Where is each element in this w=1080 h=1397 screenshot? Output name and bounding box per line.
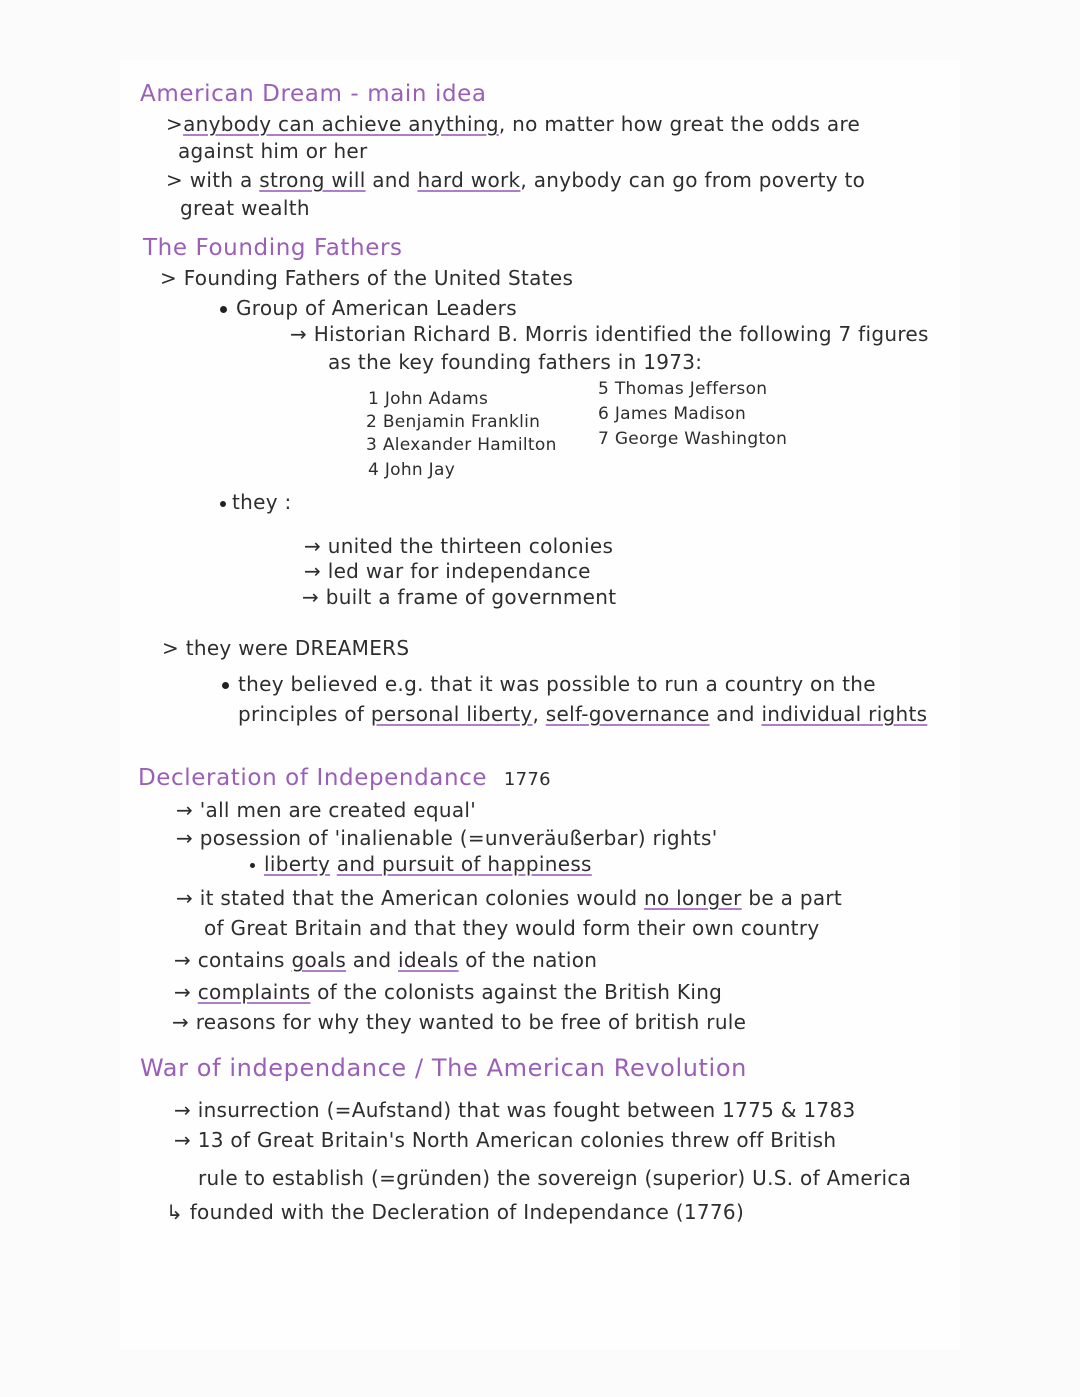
underlined-text: strong will	[259, 168, 366, 192]
underlined-text: self-governance	[545, 702, 710, 726]
heading-founding-fathers: The Founding Fathers	[143, 235, 403, 261]
underlined-text: complaints	[197, 980, 311, 1004]
war-line: → 13 of Great Britain's North American colonies threw off British	[174, 1128, 837, 1152]
text: → it stated that the American colonies would	[176, 886, 638, 910]
heading-war: War of independance / The American Revolution	[140, 1054, 747, 1082]
text: , no matter how great the odds are	[498, 112, 861, 136]
declaration-line: → posession of 'inalienable (=unveräußerbar) rights'	[176, 826, 718, 850]
text: and	[372, 168, 411, 192]
heading-year: 1776	[503, 769, 551, 790]
text: Group of American Leaders	[236, 296, 517, 320]
text: principles of	[238, 702, 365, 726]
text: be a part	[748, 886, 843, 910]
dream-point-1-cont: against him or her	[178, 139, 368, 163]
heading-declaration	[138, 766, 551, 792]
declaration-sub-bullet	[250, 852, 592, 876]
marker: >	[166, 112, 184, 136]
text: and	[352, 948, 392, 972]
founder-list-item: 7 George Washington	[598, 429, 788, 449]
bullet-icon	[250, 863, 255, 868]
declaration-contains	[174, 948, 597, 972]
declaration-reasons: → reasons for why they wanted to be free of british rule	[172, 1010, 747, 1034]
war-line: → insurrection (=Aufstand) that was fought between 1775 & 1783	[174, 1098, 856, 1122]
historian-line-2: as the key founding fathers in 1973:	[328, 350, 703, 374]
dreamers-line: > they were DREAMERS	[162, 636, 410, 660]
underlined-text: no longer	[644, 886, 742, 910]
dream-point-2-cont: great wealth	[180, 196, 310, 220]
war-line: rule to establish (=gründen) the sovereign (superior) U.S. of America	[198, 1166, 912, 1190]
believed-line-1	[222, 672, 876, 696]
historian-line-1: → Historian Richard B. Morris identified the following 7 figures	[290, 322, 929, 346]
underlined-text: hard work	[417, 168, 521, 192]
underlined-text: individual rights	[761, 702, 928, 726]
underlined-text: anybody can achieve anything	[183, 112, 499, 136]
text: → contains	[174, 948, 285, 972]
underlined-text: ideals	[398, 948, 459, 972]
they-did-item: → led war for independance	[304, 559, 591, 583]
text: , anybody can go from poverty to	[520, 168, 866, 192]
declaration-complaints	[174, 980, 722, 1004]
believed-line-2	[238, 702, 927, 726]
founders-line: > Founding Fathers of the United States	[160, 266, 574, 290]
founder-list-item: 5 Thomas Jefferson	[598, 379, 768, 399]
founder-list-item: 6 James Madison	[598, 404, 747, 424]
underlined-text: personal liberty	[370, 702, 533, 726]
text: they believed e.g. that it was possible to run a country on the	[238, 672, 876, 696]
underlined-text: goals	[291, 948, 347, 972]
arrow: →	[174, 980, 192, 1004]
heading-text: Decleration of Independance	[138, 765, 488, 791]
founder-list-item: 4 John Jay	[368, 460, 456, 480]
they-did-item: → united the thirteen colonies	[304, 534, 614, 558]
text: they :	[232, 490, 292, 514]
heading-american-dream: American Dream - main idea	[140, 81, 487, 107]
declaration-stated-cont: of Great Britain and that they would form their own country	[204, 916, 820, 940]
text: > with a	[166, 168, 253, 192]
founder-list-item: 3 Alexander Hamilton	[366, 435, 557, 455]
text: of the colonists against the British King	[317, 980, 723, 1004]
bullet-icon	[220, 306, 227, 313]
text: and	[716, 702, 755, 726]
they-did-item: → built a frame of government	[302, 585, 617, 609]
text: ,	[532, 702, 540, 726]
they-label	[220, 490, 292, 514]
text: of the nation	[465, 948, 598, 972]
dream-point-2	[166, 168, 865, 192]
war-line: ↳ founded with the Decleration of Independance (1776)	[166, 1200, 745, 1224]
founders-group	[220, 296, 517, 320]
bullet-icon	[220, 501, 226, 507]
declaration-stated	[176, 886, 842, 910]
underlined-text: liberty	[264, 852, 331, 876]
founder-list-item: 1 John Adams	[368, 389, 489, 409]
declaration-line: → 'all men are created equal'	[176, 798, 477, 822]
underlined-text: and pursuit of happiness	[336, 852, 592, 876]
bullet-icon	[222, 682, 229, 689]
dream-point-1	[166, 112, 860, 136]
founder-list-item: 2 Benjamin Franklin	[366, 412, 541, 432]
